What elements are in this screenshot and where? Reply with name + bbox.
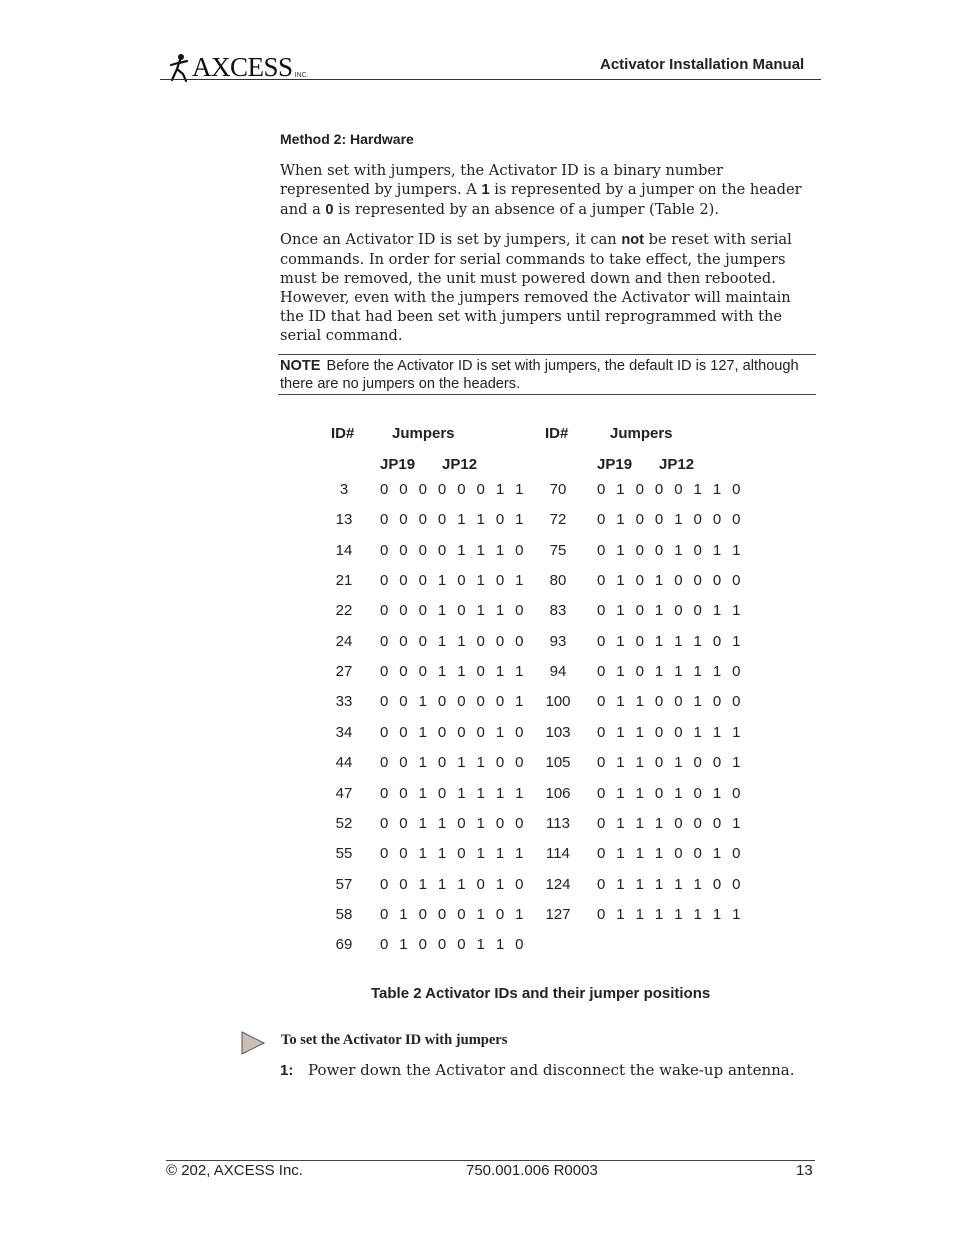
table-cell-id: 27 [335,663,353,680]
table-cell-id: 13 [335,511,353,528]
table-cell-jumpers: 0 1 0 0 1 0 1 1 [597,542,744,559]
footer-copyright: © 202, AXCESS Inc. [166,1162,303,1179]
table-cell-id: 80 [549,572,567,589]
table-cell-jumpers: 0 1 1 1 0 0 1 0 [597,845,744,862]
table-caption: Table 2 Activator IDs and their jumper positions [371,985,711,1002]
table-cell-id: 47 [335,785,353,802]
table-cell-id: 83 [549,602,567,619]
table-cell-id: 75 [549,542,567,559]
table-cell-jumpers: 0 1 0 0 1 0 0 0 [597,511,744,528]
table-cell-jumpers: 0 0 0 1 0 1 0 1 [380,572,527,589]
table-cell-id: 44 [335,754,353,771]
header-divider [160,79,821,80]
table-cell-id: 103 [545,724,571,741]
table-cell-jumpers: 0 0 1 1 0 1 0 0 [380,815,527,832]
table-cell-id: 69 [335,936,353,953]
table-cell-jumpers: 0 1 0 0 0 1 1 0 [597,481,744,498]
table-cell-jumpers: 0 0 0 0 1 1 0 1 [380,511,527,528]
table-cell-jumpers: 0 0 0 1 0 1 1 0 [380,602,527,619]
table-cell-id: 127 [545,906,571,923]
table-cell-jumpers: 0 1 0 0 0 1 1 0 [380,936,527,953]
table-cell-jumpers: 0 0 1 1 0 1 1 1 [380,845,527,862]
table-cell-jumpers: 0 1 1 0 0 1 0 0 [597,693,744,710]
table-cell-id: 22 [335,602,353,619]
note-top-rule [278,354,816,355]
table-cell-jumpers: 0 1 1 1 0 0 0 1 [597,815,744,832]
table-cell-jumpers: 0 1 0 1 0 0 1 1 [597,602,744,619]
table-subheader-jp19-right: JP19 [597,456,633,473]
table-cell-jumpers: 0 1 0 1 1 1 0 1 [597,633,744,650]
table-cell-jumpers: 0 1 0 1 0 0 0 0 [597,572,744,589]
table-cell-jumpers: 0 1 1 1 1 1 0 0 [597,876,744,893]
table-cell-id: 34 [335,724,353,741]
note-bottom-rule [278,394,816,395]
table-cell-id: 14 [335,542,353,559]
table-cell-jumpers: 0 0 1 0 1 1 1 1 [380,785,527,802]
table-cell-id: 3 [339,481,349,498]
table-cell-jumpers: 0 0 0 0 0 0 1 1 [380,481,527,498]
table-header-jumpers-left: Jumpers [392,425,455,442]
table-cell-jumpers: 0 0 0 1 1 0 0 0 [380,633,527,650]
table-subheader-jp19-left: JP19 [380,456,416,473]
table-cell-id: 58 [335,906,353,923]
table-cell-id: 124 [545,876,571,893]
footer-divider [166,1160,815,1161]
table-cell-jumpers: 0 0 0 1 1 0 1 1 [380,663,527,680]
table-cell-id: 114 [546,845,570,862]
table-cell-jumpers: 0 1 1 1 1 1 1 1 [597,906,744,923]
paragraph-reset-rules: Once an Activator ID is set by jumpers, it can not be reset with serial commands. In order for serial commands to take effect, the jumpers must be removed, the unit must powered down and then rebooted. However, even with the jumpers removed the Activator will maintain the ID that had been set with jumpers until reprogrammed with the serial command. [280,231,792,344]
table-cell-id: 105 [545,754,571,771]
table-cell-id: 33 [335,693,353,710]
company-logo [166,50,309,82]
table-cell-id: 24 [335,633,353,650]
table-cell-id: 55 [335,845,353,862]
table-subheader-jp12-right: JP12 [659,456,695,473]
footer-page-number: 13 [796,1162,813,1179]
section-heading: Method 2: Hardware [280,131,414,147]
table-cell-id: 93 [549,633,567,650]
table-header-jumpers-right: Jumpers [610,425,673,442]
table-cell-id: 94 [549,663,567,680]
table-cell-id: 100 [545,693,571,710]
logo-wordmark: AXCESS [192,52,293,82]
table-cell-jumpers: 0 0 0 0 1 1 1 0 [380,542,527,559]
table-cell-id: 21 [335,572,353,589]
note-box [280,357,814,393]
table-cell-jumpers: 0 0 1 0 0 0 0 1 [380,693,527,710]
table-cell-jumpers: 0 1 1 0 1 0 1 0 [597,785,744,802]
table-cell-id: 113 [546,815,570,832]
table-subheader-jp12-left: JP12 [442,456,478,473]
table-cell-jumpers: 0 1 0 1 1 1 1 0 [597,663,744,680]
table-cell-id: 70 [549,481,567,498]
paragraph-binary-id: When set with jumpers, the Activator ID is a binary number represented by jumpers. A 1 is represented by a jumper on the header and a 0 is represented by an absence of a jumper (Table 2). [280,162,802,218]
logo-inc: INC. [294,72,309,79]
footer-doc-number: 750.001.006 R0003 [466,1162,598,1179]
table-cell-jumpers: 0 0 1 0 1 1 0 0 [380,754,527,771]
table-cell-id: 106 [545,785,571,802]
procedure-title: To set the Activator ID with jumpers [281,1032,508,1048]
table-cell-id: 52 [335,815,353,832]
triangle-arrow-icon [240,1030,266,1056]
table-cell-jumpers: 0 0 1 0 0 0 1 0 [380,724,527,741]
table-cell-id: 57 [335,876,353,893]
table-header-id-left: ID# [331,425,355,442]
note-label: NOTE [280,358,321,374]
table-cell-jumpers: 0 1 0 0 0 1 0 1 [380,906,527,923]
table-cell-jumpers: 0 1 1 0 1 0 0 1 [597,754,744,771]
note-text: Before the Activator ID is set with jumpers, the default ID is 127, although there are no jumpers on the headers. [280,358,799,392]
manual-title: Activator Installation Manual [600,56,805,73]
table-cell-id: 72 [549,511,567,528]
table-header-id-right: ID# [545,425,569,442]
runner-logo-icon [166,52,192,82]
table-cell-jumpers: 0 1 1 0 0 1 1 1 [597,724,744,741]
step-number: 1: [280,1062,294,1079]
table-cell-jumpers: 0 0 1 1 1 0 1 0 [380,876,527,893]
step-text: Power down the Activator and disconnect the wake-up antenna. [308,1061,795,1079]
